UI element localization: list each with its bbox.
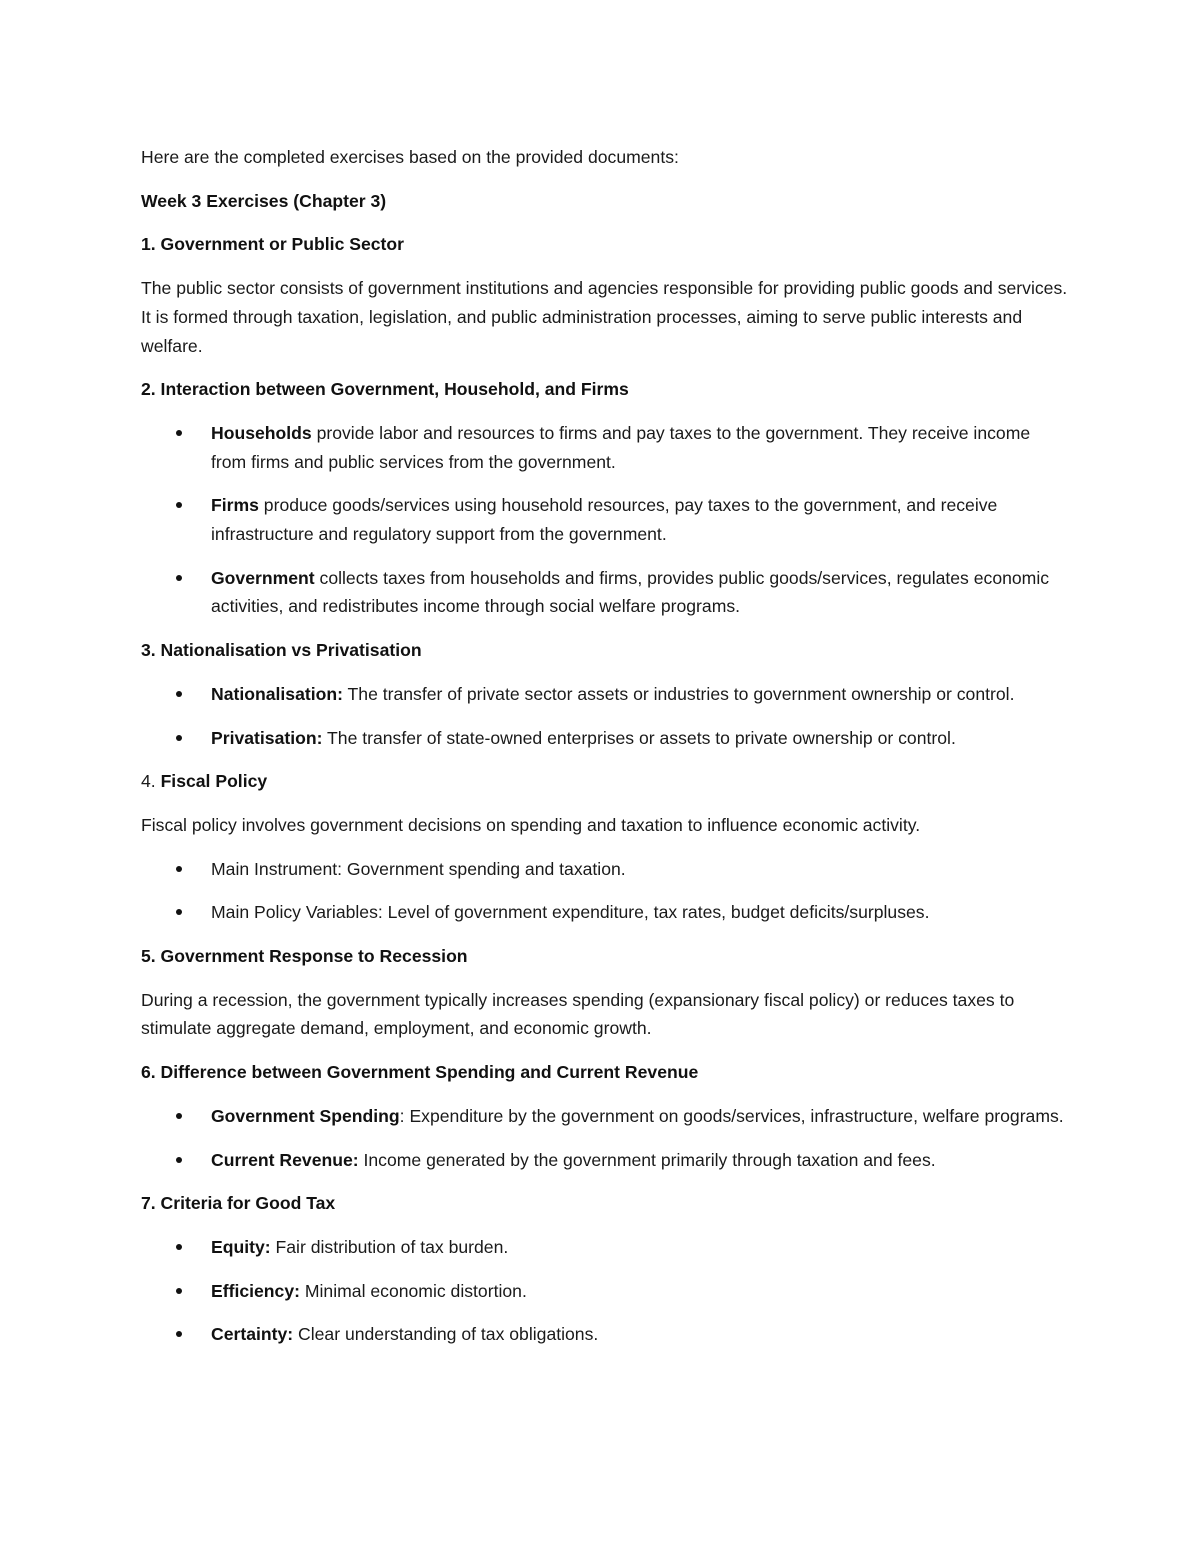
section-4-heading [141,767,1070,796]
list-item-term: Efficiency: [211,1280,300,1301]
list-item-text: provide labor and resources to firms and pay taxes to the government. They receive income from firms and public services from the government. [211,422,1031,472]
list-item-term: Equity: [211,1236,271,1257]
section-7-heading: 7. Criteria for Good Tax [141,1193,336,1214]
section-4-title: Fiscal Policy [160,771,268,792]
section-7-list [141,1233,1070,1349]
list-item-text: Fair distribution of tax burden. [270,1236,509,1257]
section-6-heading: 6. Difference between Government Spending and Current Revenue [141,1062,699,1083]
list-item: Main Instrument: Government spending and taxation. [141,855,1070,884]
list-item-text: Clear understanding of tax obligations. [293,1324,599,1345]
week-title: Week 3 Exercises (Chapter 3) [141,190,387,211]
section-5-heading: 5. Government Response to Recession [141,946,468,967]
list-item [141,1102,1070,1131]
list-item: Main Policy Variables: Level of government expenditure, tax rates, budget deficits/surpluses. [141,898,1070,927]
list-item [141,1233,1070,1262]
section-6-list [141,1102,1070,1174]
section-3-list [141,680,1070,752]
list-item [141,724,1070,753]
section-2-list [141,419,1070,621]
list-item-text: Income generated by the government primarily through taxation and fees. [358,1149,936,1170]
list-item-term: Government Spending [211,1105,400,1126]
list-item [141,419,1070,476]
section-2-heading: 2. Interaction between Government, Household, and Firms [141,379,629,400]
section-5-paragraph: During a recession, the government typically increases spending (expansionary fiscal policy) or reduces taxes to stimulate aggregate demand, employment, and economic growth. [141,989,1015,1039]
list-item-term: Certainty: [211,1324,294,1345]
list-item-term: Privatisation: [211,727,323,748]
list-item-text: produce goods/services using household resources, pay taxes to the government, and receive infrastructure and regulatory support from the government. [211,495,998,545]
section-1-paragraph: The public sector consists of government institutions and agencies responsible for providing public goods and services. It is formed through taxation, legislation, and public administration processes, aiming to serve public interests and welfare. [141,278,1068,356]
list-item-term: Current Revenue: [211,1149,359,1170]
list-item [141,491,1070,548]
list-item-term: Government [211,567,315,588]
section-1-heading: 1. Government or Public Sector [141,234,404,255]
section-4-number: 4. [141,771,161,792]
list-item-text: collects taxes from households and firms, provides public goods/services, regulates economic activities, and redistributes income through social welfare programs. [211,567,1050,617]
section-4-list [141,855,1070,927]
section-4-paragraph: Fiscal policy involves government decisions on spending and taxation to influence economic activity. [141,814,921,835]
list-item [141,1277,1070,1306]
list-item [141,680,1070,709]
section-3-heading: 3. Nationalisation vs Privatisation [141,640,422,661]
list-item-term: Firms [211,495,259,516]
list-item-term: Nationalisation: [211,683,343,704]
list-item-text: : Expenditure by the government on goods/services, infrastructure, welfare programs. [399,1105,1064,1126]
list-item-text: The transfer of state-owned enterprises or assets to private ownership or control. [322,727,956,748]
list-item-text: The transfer of private sector assets or industries to government ownership or control. [342,683,1015,704]
list-item [141,1146,1070,1175]
list-item [141,564,1070,621]
intro-text: Here are the completed exercises based on the provided documents: [141,147,679,167]
list-item [141,1320,1070,1349]
list-item-text: Minimal economic distortion. [299,1280,527,1301]
list-item-term: Households [211,422,312,443]
